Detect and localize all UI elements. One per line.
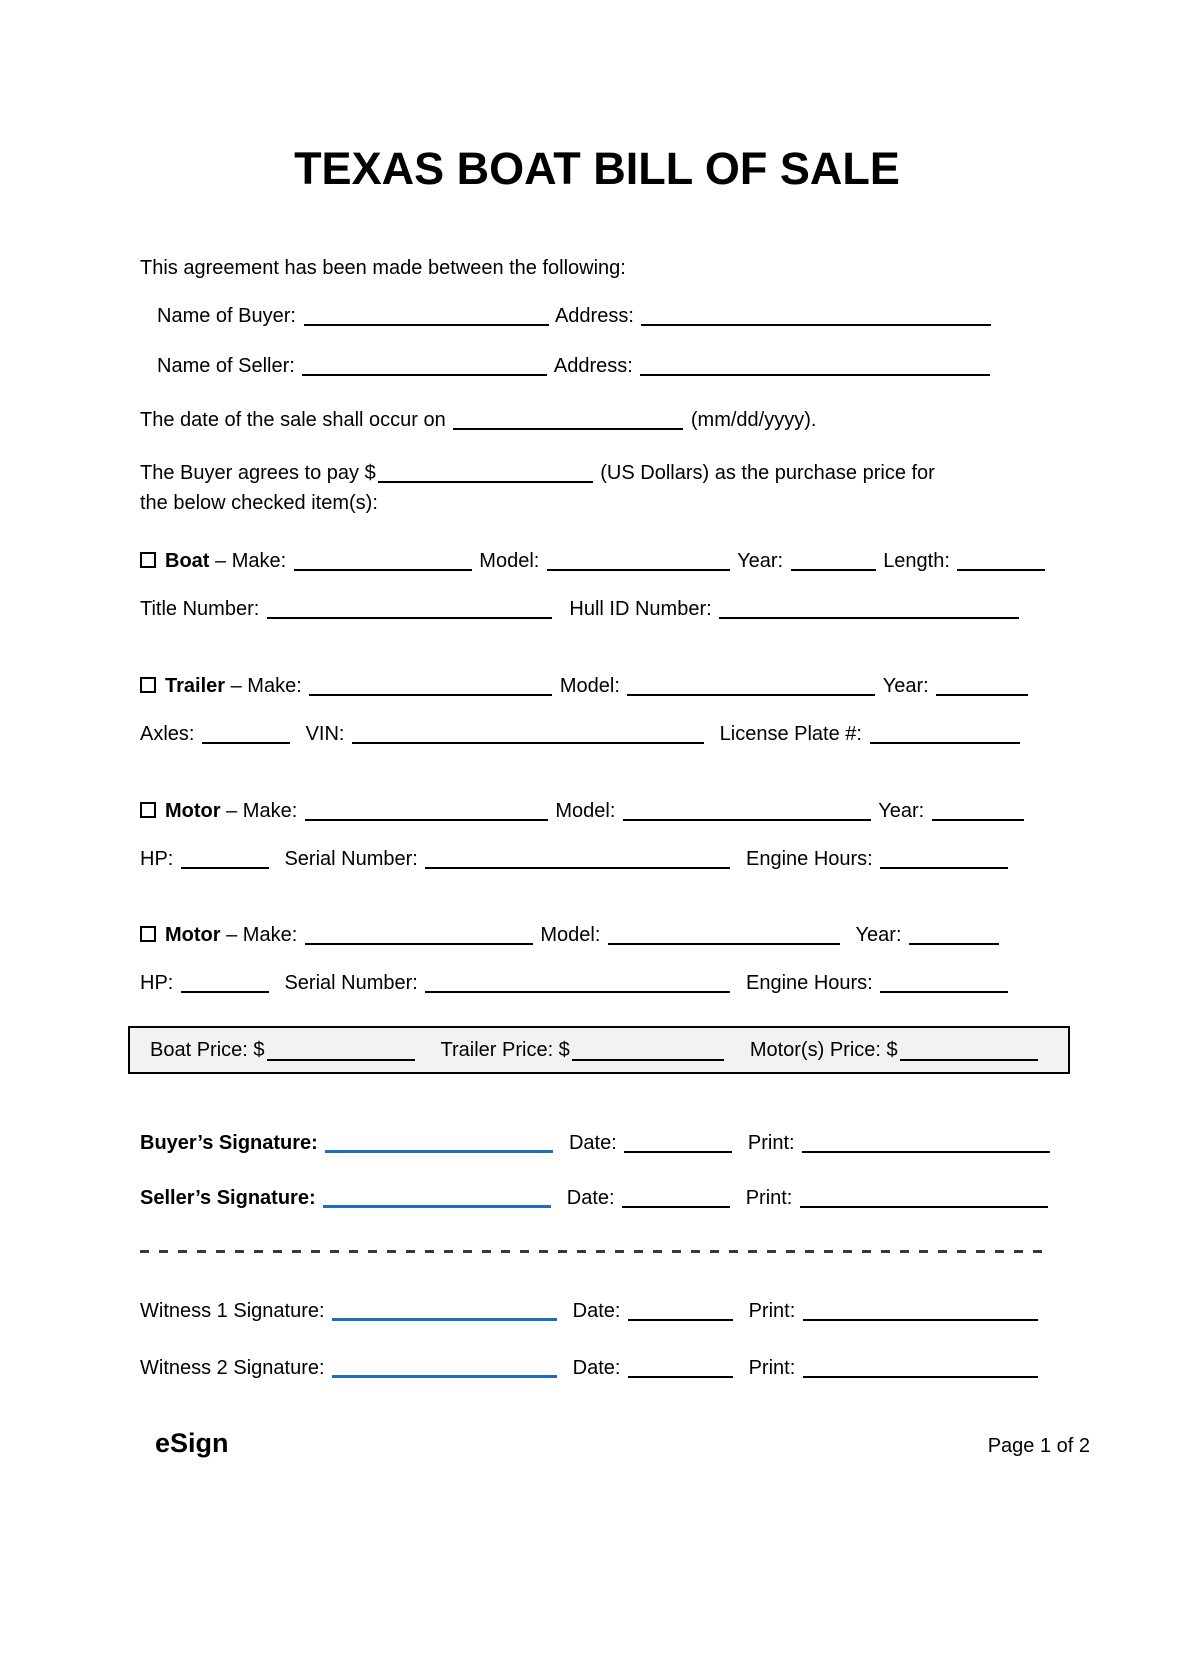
boat-year-label: Year:: [737, 550, 784, 572]
buyer-print-label: Print:: [747, 1132, 795, 1154]
boat-dash: –: [215, 550, 227, 572]
seller-print-label: Print:: [745, 1187, 793, 1209]
witness1-date-label: Date:: [572, 1300, 621, 1322]
sale-date-blank: [453, 416, 683, 430]
seller-name-blank: [302, 362, 547, 376]
boat-id-row: [140, 598, 1054, 621]
axles-label: Axles:: [140, 723, 195, 745]
trailer-year-label: Year:: [882, 675, 929, 697]
motor2-engine-hours-label: Engine Hours:: [745, 972, 873, 994]
motor1-hp-label: HP:: [140, 848, 174, 870]
motor1-year-blank: [932, 807, 1024, 821]
buyer-row: [140, 305, 1054, 328]
payment-paragraph: [140, 462, 1054, 515]
buyer-print-blank: [802, 1139, 1050, 1153]
witness2-date-label: Date:: [572, 1357, 621, 1379]
trailer-checkbox[interactable]: [140, 677, 156, 693]
witness2-date-blank: [628, 1364, 733, 1378]
title-number-blank: [267, 605, 552, 619]
payment-line-2: [140, 492, 1054, 515]
motor2-model-blank: [608, 931, 840, 945]
trailer-year-blank: [936, 682, 1028, 696]
boat-make-blank: [294, 557, 472, 571]
witness2-signature-field[interactable]: [332, 1364, 557, 1378]
witness2-signature-row: [140, 1357, 1054, 1380]
motor1-hp-blank: [181, 855, 269, 869]
trailer-model-blank: [627, 682, 875, 696]
trailer-price-blank: [572, 1047, 724, 1061]
trailer-detail-row: [140, 723, 1054, 746]
boat-checkbox[interactable]: [140, 552, 156, 568]
motor1-serial-label: Serial Number:: [284, 848, 418, 870]
page-footer: [140, 1428, 1090, 1459]
page-title: TEXAS BOAT BILL OF SALE: [294, 143, 900, 194]
title-number-label: Title Number:: [140, 598, 260, 620]
vin-label: VIN:: [305, 723, 345, 745]
motor2-serial-blank: [425, 979, 730, 993]
witness1-signature-label: Witness 1 Signature:: [140, 1300, 325, 1322]
payment-second-line: the below checked item(s):: [140, 492, 378, 514]
payment-line-1: [140, 462, 1054, 485]
vin-blank: [352, 730, 704, 744]
payment-prefix: The Buyer agrees to pay $: [140, 462, 376, 484]
sale-date-prefix: The date of the sale shall occur on: [140, 409, 446, 431]
motor1-year-label: Year:: [878, 800, 925, 822]
witness1-print-blank: [803, 1307, 1038, 1321]
buyer-signature-field[interactable]: [325, 1139, 553, 1153]
motor1-dash: –: [226, 800, 238, 822]
esign-logo: eSign: [155, 1428, 229, 1458]
boat-row: [140, 550, 1054, 573]
page-number: Page 1 of 2: [987, 1435, 1090, 1457]
dashed-divider: [140, 1250, 1048, 1253]
motor1-make-label: Make:: [242, 800, 298, 822]
motors-price-label: Motor(s) Price: $: [749, 1038, 898, 1061]
buyer-signature-label: Buyer’s Signature:: [140, 1132, 318, 1154]
price-summary-box: [128, 1026, 1070, 1074]
motor2-year-blank: [909, 931, 999, 945]
buyer-address-blank: [641, 312, 991, 326]
sale-date-row: [140, 409, 1054, 432]
buyer-signature-row: [140, 1132, 1054, 1155]
payment-after-blank: (US Dollars) as the purchase price for: [600, 462, 935, 484]
seller-date-blank: [622, 1194, 730, 1208]
buyer-date-label: Date:: [568, 1132, 617, 1154]
witness1-signature-field[interactable]: [332, 1307, 557, 1321]
motor2-label: Motor: [165, 924, 221, 946]
motor1-checkbox[interactable]: [140, 802, 156, 818]
boat-model-blank: [547, 557, 730, 571]
license-plate-blank: [870, 730, 1020, 744]
motor2-detail-row: [140, 972, 1054, 995]
motor1-detail-row: [140, 848, 1054, 871]
boat-label: Boat: [165, 550, 210, 572]
motor2-hp-label: HP:: [140, 972, 174, 994]
motor2-serial-label: Serial Number:: [284, 972, 418, 994]
motor1-serial-blank: [425, 855, 730, 869]
witness1-date-blank: [628, 1307, 733, 1321]
sale-date-suffix: (mm/dd/yyyy).: [690, 409, 817, 431]
seller-name-label: Name of Seller:: [157, 355, 295, 377]
boat-price-label: Boat Price: $: [150, 1038, 265, 1061]
motor2-make-blank: [305, 931, 533, 945]
trailer-model-label: Model:: [559, 675, 620, 697]
motor2-make-label: Make:: [242, 924, 298, 946]
document-page: [0, 142, 1194, 1678]
boat-length-blank: [957, 557, 1045, 571]
seller-signature-row: [140, 1187, 1054, 1210]
witness1-print-label: Print:: [748, 1300, 796, 1322]
trailer-row: [140, 675, 1054, 698]
motor2-model-label: Model:: [540, 924, 601, 946]
buyer-name-label: Name of Buyer:: [157, 305, 296, 327]
payment-amount-blank: [378, 469, 593, 483]
axles-blank: [202, 730, 290, 744]
motor1-model-blank: [623, 807, 871, 821]
buyer-address-label: Address:: [554, 305, 634, 327]
boat-price-blank: [267, 1047, 415, 1061]
intro-text: This agreement has been made between the following:: [140, 257, 626, 279]
boat-length-label: Length:: [883, 550, 950, 572]
motor2-engine-hours-blank: [880, 979, 1008, 993]
motor1-label: Motor: [165, 800, 221, 822]
trailer-price-label: Trailer Price: $: [440, 1038, 570, 1061]
boat-make-label: Make:: [231, 550, 287, 572]
motor2-dash: –: [226, 924, 238, 946]
boat-model-label: Model:: [479, 550, 540, 572]
motor1-row: [140, 800, 1054, 823]
motor2-checkbox[interactable]: [140, 926, 156, 942]
trailer-label: Trailer: [165, 675, 226, 697]
trailer-make-blank: [309, 682, 552, 696]
license-plate-label: License Plate #:: [719, 723, 862, 745]
seller-print-blank: [800, 1194, 1048, 1208]
seller-row: [140, 355, 1054, 378]
hull-id-label: Hull ID Number:: [569, 598, 712, 620]
motor1-engine-hours-blank: [880, 855, 1008, 869]
seller-signature-label: Seller’s Signature:: [140, 1187, 316, 1209]
seller-address-label: Address:: [553, 355, 633, 377]
buyer-date-blank: [624, 1139, 732, 1153]
trailer-dash: –: [230, 675, 242, 697]
motor2-year-label: Year:: [855, 924, 902, 946]
hull-id-blank: [719, 605, 1019, 619]
seller-signature-field[interactable]: [323, 1194, 551, 1208]
trailer-make-label: Make:: [247, 675, 302, 697]
witness2-print-blank: [803, 1364, 1038, 1378]
boat-year-blank: [791, 557, 876, 571]
buyer-name-blank: [304, 312, 549, 326]
motor1-engine-hours-label: Engine Hours:: [745, 848, 873, 870]
motors-price-blank: [900, 1047, 1038, 1061]
motor2-row: [140, 924, 1054, 947]
witness2-print-label: Print:: [748, 1357, 796, 1379]
seller-address-blank: [640, 362, 990, 376]
motor1-make-blank: [305, 807, 548, 821]
motor2-hp-blank: [181, 979, 269, 993]
seller-date-label: Date:: [566, 1187, 615, 1209]
witness1-signature-row: [140, 1300, 1054, 1323]
witness2-signature-label: Witness 2 Signature:: [140, 1357, 325, 1379]
motor1-model-label: Model:: [555, 800, 616, 822]
